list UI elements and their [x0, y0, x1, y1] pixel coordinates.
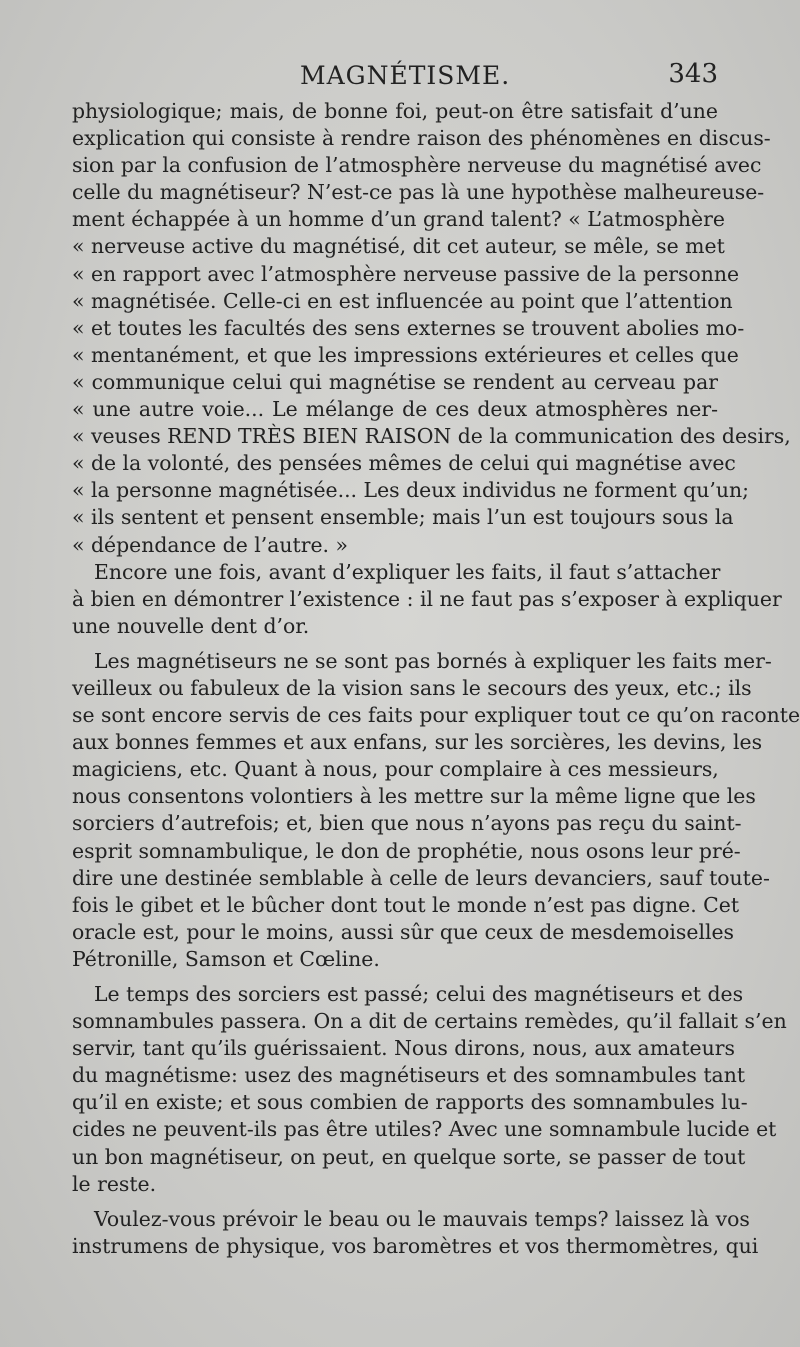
- text-line: Encore une fois, avant d’expliquer les faits, il faut s’attacher: [94, 559, 721, 584]
- text-line: à bien en démontrer l’existence : il ne faut pas s’exposer à expliquer: [72, 586, 782, 611]
- text-line: Pétronille, Samson et Cœline.: [72, 946, 380, 971]
- text-line: nous consentons volontiers à les mettre sur la même ligne que les: [72, 784, 756, 809]
- text-line: servir, tant qu’ils guérissaient. Nous dirons, nous, aux amateurs: [72, 1036, 735, 1061]
- chapter-title: MAGNÉTISME.: [300, 61, 511, 90]
- text-line: « mentanément, et que les impressions extérieures et celles que: [72, 342, 739, 367]
- running-head: [70, 55, 720, 95]
- text-line: « de la volonté, des pensées mêmes de celui qui magnétise avec: [72, 451, 736, 476]
- text-line: fois le gibet et le bûcher dont tout le monde n’est pas digne. Cet: [72, 892, 740, 917]
- text-line: « ils sentent et pensent ensemble; mais l’un est toujours sous la: [72, 505, 734, 530]
- text-line: sorciers d’autrefois; et, bien que nous n’ayons pas reçu du saint-: [72, 811, 742, 836]
- text-line: « communique celui qui magnétise se rendent au cerveau par: [72, 369, 718, 394]
- text-line: ment échappée à un homme d’un grand talent? « L’atmosphère: [72, 207, 725, 232]
- paragraph: [72, 559, 782, 640]
- text-line: veilleux ou fabuleux de la vision sans le secours des yeux, etc.; ils: [72, 675, 752, 700]
- paragraph: [72, 98, 791, 559]
- text-line: qu’il en existe; et sous combien de rapports des somnambules lu-: [72, 1090, 748, 1115]
- text-line: se sont encore servis de ces faits pour expliquer tout ce qu’on raconte: [72, 703, 800, 728]
- text-line: le reste.: [72, 1171, 157, 1196]
- text-line: « dépendance de l’autre. »: [72, 532, 348, 557]
- paragraph: [72, 981, 787, 1198]
- text-line: esprit somnambulique, le don de prophétie, nous osons leur pré-: [72, 838, 741, 863]
- text-line: somnambules passera. On a dit de certains remèdes, qu’il fallait s’en: [72, 1009, 787, 1034]
- text-line: « magnétisée. Celle-ci en est influencée au point que l’attention: [72, 288, 733, 313]
- paragraph: [72, 648, 800, 973]
- page-number: 343: [668, 59, 718, 89]
- text-line: « en rapport avec l’atmosphère nerveuse passive de la personne: [72, 261, 740, 286]
- text-line: explication qui consiste à rendre raison des phénomènes en discus-: [72, 126, 771, 151]
- paragraph-gap: [72, 973, 718, 981]
- text-line: oracle est, pour le moins, aussi sûr que ceux de mesdemoiselles: [72, 919, 735, 944]
- text-line: aux bonnes femmes et aux enfans, sur les sorcières, les devins, les: [72, 730, 763, 755]
- text-line: celle du magnétiseur? N’est-ce pas là une hypothèse malheureuse-: [72, 180, 765, 205]
- paragraph-gap: [72, 1198, 718, 1206]
- text-line: Le temps des sorciers est passé; celui des magnétiseurs et des: [94, 982, 744, 1006]
- text-line: un bon magnétiseur, on peut, en quelque sorte, se passer de tout: [72, 1144, 746, 1169]
- text-line: du magnétisme: usez des magnétiseurs et des somnambules tant: [72, 1063, 746, 1088]
- text-line: magiciens, etc. Quant à nous, pour complaire à ces messieurs,: [72, 757, 719, 782]
- text-line: Voulez-vous prévoir le beau ou le mauvais temps? laissez là vos: [94, 1206, 750, 1231]
- paragraph-gap: [72, 640, 718, 648]
- text-line: cides ne peuvent-ils pas être utiles? Avec une somnambule lucide et: [72, 1117, 777, 1142]
- text-line: « nerveuse active du magnétisé, dit cet auteur, se mêle, se met: [72, 234, 725, 259]
- text-line: Les magnétiseurs ne se sont pas bornés à expliquer les faits mer-: [94, 648, 772, 673]
- body-text: [72, 98, 800, 1260]
- text-line: « la personne magnétisée... Les deux individus ne forment qu’un;: [72, 478, 749, 503]
- paragraph: [72, 1206, 759, 1260]
- text-line: instrumens de physique, vos baromètres et vos thermomètres, qui: [72, 1233, 759, 1258]
- text-line: sion par la confusion de l’atmosphère nerveuse du magnétisé avec: [72, 153, 762, 178]
- text-line: physiologique; mais, de bonne foi, peut-on être satisfait d’une: [72, 99, 718, 123]
- text-line: une nouvelle dent d’or.: [72, 613, 310, 638]
- text-line: « veuses REND TRÈS BIEN RAISON de la communication des desirs,: [72, 424, 791, 449]
- text-line: dire une destinée semblable à celle de leurs devanciers, sauf toute-: [72, 865, 770, 890]
- text-line: « une autre voie... Le mélange de ces deux atmosphères ner-: [72, 397, 718, 422]
- text-line: « et toutes les facultés des sens externes se trouvent abolies mo-: [72, 315, 745, 340]
